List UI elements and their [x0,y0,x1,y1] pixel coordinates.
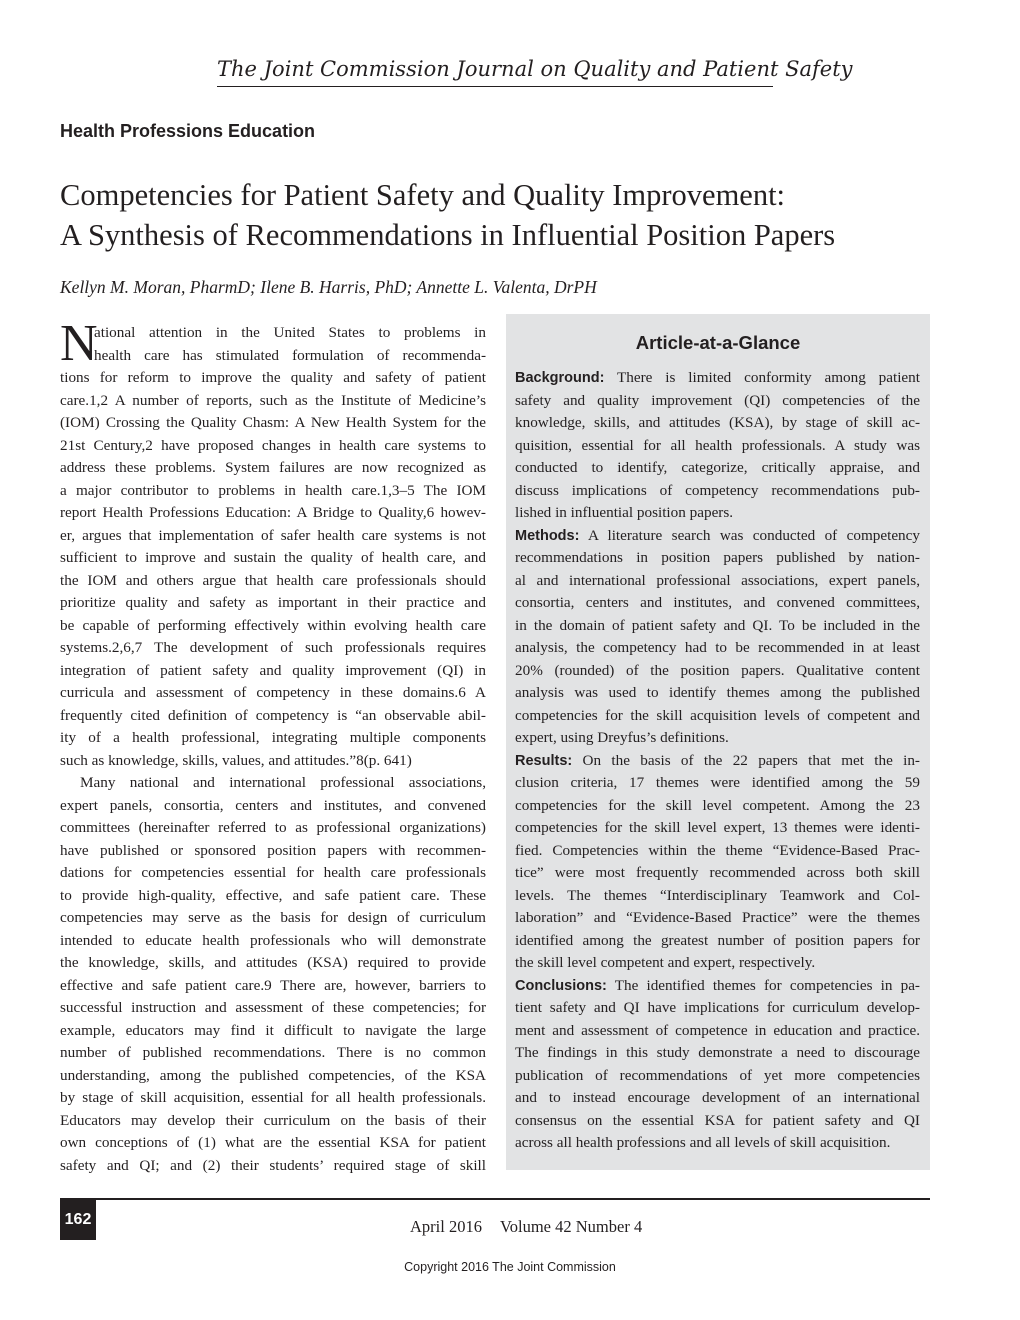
body-line: committees (hereinafter referred to as professional organizations) [60,819,486,836]
glance-line: The findings in this study demonstrate a need to discourage [515,1044,920,1061]
body-line: ity of a health professional, integrating multiple components [60,729,486,746]
glance-line: and to instead encourage development of an international [515,1089,920,1106]
methods-label: Methods: [515,527,580,544]
glance-title: Article-at-a-Glance [635,332,801,353]
glance-line: across all health professions and all levels of skill acquisition. [515,1134,891,1151]
footer-rule [60,1198,930,1200]
body-line: safety and QI; and (2) their students’ required stage of skill [60,1156,486,1174]
glance-line: competencies for the skill level expert, 13 themes were identi- [515,819,920,836]
glance-line: lished in influential position papers. [515,504,734,521]
background-label: Background: [515,370,605,386]
glance-line: levels. The themes “Interdisciplinary Teamwork and Col- [515,886,920,904]
glance-line: consensus on the essential KSA for patient safety and QI [515,1111,920,1129]
drop-cap: N [60,315,98,372]
page-number: 162 [60,1200,96,1240]
glance-line: competencies for the skill level competent. Among the 23 [515,796,920,814]
body-line: by stage of skill acquisition, essential for all health professionals. [60,1089,486,1106]
glance-line: identified among the greatest number of position papers for [515,931,920,949]
body-line: competencies may serve as the basis for design of curriculum [60,909,486,926]
glance-line: tice” were most frequently recommended across both skill [515,864,920,881]
body-line: dations for competencies essential for health care professionals [60,864,486,881]
body-line: address these problems. System failures are now recognized as [60,459,486,476]
body-line: er, argues that implementation of safer health care systems is not [60,526,486,544]
volume-issue: Volume 42 Number 4 [499,1217,643,1236]
body-line: understanding, among the published competencies, of the KSA [60,1066,486,1084]
results-label: Results: [515,752,573,769]
article-title-line-2: A Synthesis of Recommendations in Influential Position Papers [60,218,836,252]
body-line: number of published recommendations. There is no common [60,1044,486,1061]
conclusions-label: Conclusions: [515,977,607,994]
body-line: expert panels, consortia, centers and institutes, and convened [60,796,486,814]
glance-line: competencies for the skill acquisition levels of competent and [515,706,920,724]
body-line: frequently cited definition of competency is “an observable abil- [60,706,486,724]
body-line: curricula and assessment of competency in these domains.6 A [60,684,486,701]
glance-line: Results: On the basis of the 22 papers that met the in- [515,751,920,769]
glance-line: 20% (rounded) of the position papers. Qualitative content [515,661,920,679]
copyright-notice: Copyright 2016 The Joint Commission [404,1260,616,1274]
article-title [60,175,940,255]
body-line: successful instruction and assessment of these competencies; for [60,999,486,1016]
issue-date: April 2016 [410,1217,482,1236]
body-line: integration of patient safety and quality improvement (QI) in [60,661,486,679]
body-line: systems.2,6,7 The development of such professionals requires [60,639,486,656]
author-list: Kellyn M. Moran, PharmD; Ilene B. Harris, PhD; Annette L. Valenta, DrPH [60,277,597,297]
article-title-line-1: Competencies for Patient Safety and Quality Improvement: [60,178,786,212]
issue-info [410,1216,642,1238]
section-label: Health Professions Education [60,121,316,141]
body-line: effective and safe patient care.9 There are, however, barriers to [60,976,486,994]
glance-line: in the domain of patient safety and QI. To be included in the [515,616,920,634]
glance-line: laboration” and “Evidence-Based Practice” were the themes [515,909,920,926]
body-line: have published or sponsored position papers with recommen- [60,841,486,859]
body-line: health care has stimulated formulation of recommenda- [94,346,486,364]
glance-line: al and international professional associations, expert panels, [515,571,920,589]
body-column [60,322,486,1177]
body-line: 21st Century,2 have proposed changes in health care systems to [60,436,486,454]
glance-line: consortia, centers and institutes, and convened committees, [515,594,920,611]
header-rule [217,86,773,87]
glance-line: quisition, essential for all health professionals. A study was [515,436,920,454]
glance-line: Background: There is limited conformity among patient [515,369,920,386]
glance-line: tient safety and QI have implications for curriculum develop- [515,999,920,1016]
body-line: intended to educate health professionals who will demonstrate [60,931,486,949]
glance-line: the skill level competent and expert, respectively. [515,954,816,971]
glance-line: safety and quality improvement (QI) competencies of the [515,391,920,409]
glance-line: publication of recommendations of yet more competencies [515,1066,920,1084]
glance-line: analysis was used to identify themes among the published [515,684,920,701]
glance-line: clusion criteria, 17 themes were identified among the 59 [515,774,920,791]
body-line: sufficient to improve and sustain the quality of health care, and [60,549,486,566]
glance-line: Methods: A literature search was conducted of competency [515,526,920,544]
glance-line: recommendations in position papers published by nation- [515,549,920,566]
glance-line: analysis, the competency had to be recommended in at least [515,639,920,656]
body-line: own conceptions of (1) what are the essential KSA for patient [60,1134,486,1151]
glance-line: discuss implications of competency recommendations pub- [515,481,920,499]
journal-title: The Joint Commission Journal on Quality and Patient Safety [217,57,853,81]
body-line: Many national and international professional associations, [80,774,486,791]
glance-column [515,367,920,1155]
body-line: tions for reform to improve the quality and safety of patient [60,369,486,386]
glance-line: ment and assessment of competence in education and practice. [515,1021,920,1039]
body-line: a major contributor to problems in health care.1,3–5 The IOM [60,481,486,499]
glance-line: expert, using Dreyfus’s definitions. [515,729,729,746]
body-line: the knowledge, skills, and attitudes (KSA) required to provide [60,954,486,971]
body-line: the IOM and others argue that health care professionals should [60,571,486,589]
body-line: such as knowledge, skills, values, and attitudes.”8(p. 641) [60,751,412,769]
body-line: ational attention in the United States to problems in [94,324,486,341]
glance-line: knowledge, skills, and attitudes (KSA), by stage of skill ac- [515,414,920,431]
glance-line: fied. Competencies within the theme “Evidence-Based Prac- [515,841,920,859]
body-line: care.1,2 A number of reports, such as the Institute of Medicine’s [60,391,486,409]
body-line: report Health Professions Education: A Bridge to Quality,6 howev- [60,504,486,521]
body-line: prioritize quality and safety as important in their practice and [60,594,486,611]
body-line: (IOM) Crossing the Quality Chasm: A New Health System for the [60,414,486,431]
body-line: example, educators may find it difficult to navigate the large [60,1021,486,1039]
body-line: Educators may develop their curriculum on the basis of their [60,1111,486,1129]
body-line: be capable of performing effectively within evolving health care [60,616,486,634]
glance-line: conducted to identify, categorize, critically appraise, and [515,459,920,476]
body-line: to provide high-quality, effective, and safe patient care. These [60,886,486,904]
glance-line: Conclusions: The identified themes for competencies in pa- [515,976,920,994]
